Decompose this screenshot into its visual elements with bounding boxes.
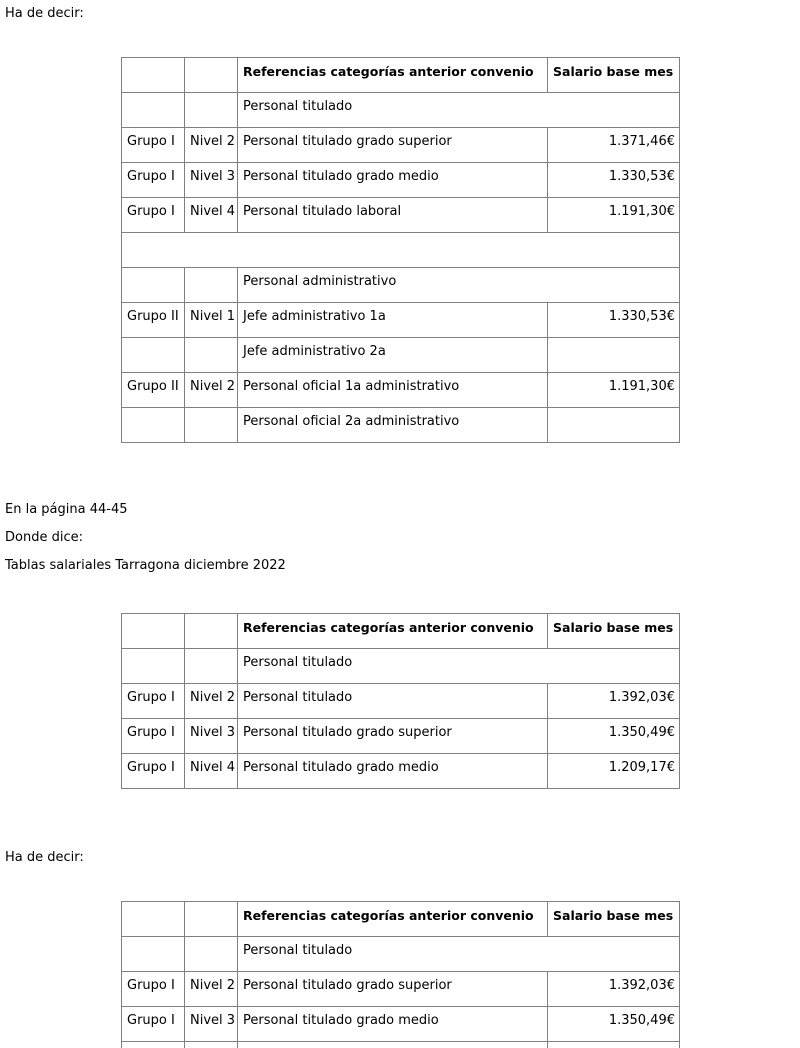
paragraph-en-la-pagina: En la página 44-45: [5, 502, 128, 517]
level-cell: Nivel 3: [185, 163, 238, 198]
salary-table-3: [121, 901, 680, 1048]
salary-table-1-wrapper: [121, 57, 680, 443]
group-cell: [122, 408, 185, 443]
data-row: [122, 128, 680, 163]
header-cell: [122, 58, 185, 93]
header-cell: Salario base mes: [548, 902, 680, 937]
group-cell: [122, 93, 185, 128]
salary-cell: 1.392,03€: [548, 972, 680, 1007]
salary-cell: 1.371,46€: [548, 128, 680, 163]
level-cell: Nivel 2: [185, 128, 238, 163]
data-row: [122, 719, 680, 754]
group-cell: Grupo II: [122, 303, 185, 338]
spacer-row: [122, 233, 680, 268]
group-cell: [122, 649, 185, 684]
group-cell: Grupo I: [122, 198, 185, 233]
data-row: [122, 198, 680, 233]
data-row: [122, 408, 680, 443]
header-cell: [185, 58, 238, 93]
category-cell: Personal titulado grado superior: [238, 128, 548, 163]
group-cell: Grupo I: [122, 1007, 185, 1042]
group-cell: Grupo I: [122, 128, 185, 163]
header-cell: Salario base mes: [548, 58, 680, 93]
level-cell: [185, 408, 238, 443]
header-cell: Salario base mes: [548, 614, 680, 649]
salary-cell: [548, 338, 680, 373]
header-cell: Referencias categorías anterior convenio: [238, 58, 548, 93]
level-cell: Nivel 2: [185, 373, 238, 408]
category-cell: Personal oficial 1a administrativo: [238, 373, 548, 408]
header-row: [122, 614, 680, 649]
header-row: [122, 58, 680, 93]
section-label-cell: Personal titulado: [238, 649, 680, 684]
header-cell: [122, 614, 185, 649]
paragraph-ha-de-decir-2: Ha de decir:: [5, 850, 84, 865]
level-cell: Nivel 4: [185, 198, 238, 233]
level-cell: [185, 937, 238, 972]
category-cell: Personal titulado grado superior: [238, 719, 548, 754]
level-cell: Nivel 3: [185, 719, 238, 754]
category-cell: Personal titulado grado medio: [238, 754, 548, 789]
category-cell: Personal titulado grado medio: [238, 1007, 548, 1042]
salary-table-1: [121, 57, 680, 443]
salary-cell: 1.330,53€: [548, 163, 680, 198]
level-cell: Nivel 2: [185, 972, 238, 1007]
data-row: [122, 972, 680, 1007]
salary-cell: 1.350,49€: [548, 1007, 680, 1042]
salary-cell: 1.191,30€: [548, 373, 680, 408]
section-label-cell: Personal titulado: [238, 93, 680, 128]
section-row: [122, 649, 680, 684]
category-cell: [238, 1042, 548, 1048]
category-cell: Jefe administrativo 2a: [238, 338, 548, 373]
data-row: [122, 1007, 680, 1042]
section-label-cell: Personal administrativo: [238, 268, 680, 303]
header-cell: [185, 902, 238, 937]
paragraph-ha-de-decir-1: Ha de decir:: [5, 6, 84, 21]
level-cell: [185, 649, 238, 684]
salary-cell: 1.209,17€: [548, 754, 680, 789]
level-cell: [185, 93, 238, 128]
salary-cell: 1.330,53€: [548, 303, 680, 338]
salary-cell: [548, 408, 680, 443]
group-cell: Grupo I: [122, 719, 185, 754]
data-row: [122, 303, 680, 338]
category-cell: Personal titulado laboral: [238, 198, 548, 233]
header-cell: Referencias categorías anterior convenio: [238, 902, 548, 937]
group-cell: Grupo I: [122, 163, 185, 198]
data-row: [122, 684, 680, 719]
salary-cell: [548, 1042, 680, 1048]
group-cell: Grupo I: [122, 754, 185, 789]
salary-cell: 1.350,49€: [548, 719, 680, 754]
level-cell: Nivel 1: [185, 303, 238, 338]
group-cell: Grupo II: [122, 373, 185, 408]
header-cell: Referencias categorías anterior convenio: [238, 614, 548, 649]
data-row: [122, 754, 680, 789]
group-cell: [122, 1042, 185, 1048]
salary-cell: 1.191,30€: [548, 198, 680, 233]
header-cell: [122, 902, 185, 937]
paragraph-tablas-salariales: Tablas salariales Tarragona diciembre 2022: [5, 558, 286, 573]
group-cell: [122, 937, 185, 972]
header-cell: [185, 614, 238, 649]
data-row: [122, 163, 680, 198]
section-row: [122, 93, 680, 128]
data-row: [122, 373, 680, 408]
spacer-cell: [122, 233, 680, 268]
level-cell: [185, 338, 238, 373]
data-row: [122, 1042, 680, 1048]
level-cell: [185, 268, 238, 303]
salary-table-2: [121, 613, 680, 789]
section-label-cell: Personal titulado: [238, 937, 680, 972]
category-cell: Jefe administrativo 1a: [238, 303, 548, 338]
level-cell: Nivel 2: [185, 684, 238, 719]
section-row: [122, 268, 680, 303]
level-cell: Nivel 4: [185, 754, 238, 789]
salary-cell: 1.392,03€: [548, 684, 680, 719]
group-cell: [122, 338, 185, 373]
level-cell: [185, 1042, 238, 1048]
salary-table-2-wrapper: [121, 613, 680, 789]
section-row: [122, 937, 680, 972]
header-row: [122, 902, 680, 937]
category-cell: Personal titulado grado superior: [238, 972, 548, 1007]
level-cell: Nivel 3: [185, 1007, 238, 1042]
group-cell: Grupo I: [122, 972, 185, 1007]
category-cell: Personal titulado grado medio: [238, 163, 548, 198]
group-cell: [122, 268, 185, 303]
category-cell: Personal titulado: [238, 684, 548, 719]
group-cell: Grupo I: [122, 684, 185, 719]
paragraph-donde-dice: Donde dice:: [5, 530, 83, 545]
salary-table-3-wrapper: [121, 901, 680, 1048]
data-row: [122, 338, 680, 373]
category-cell: Personal oficial 2a administrativo: [238, 408, 548, 443]
